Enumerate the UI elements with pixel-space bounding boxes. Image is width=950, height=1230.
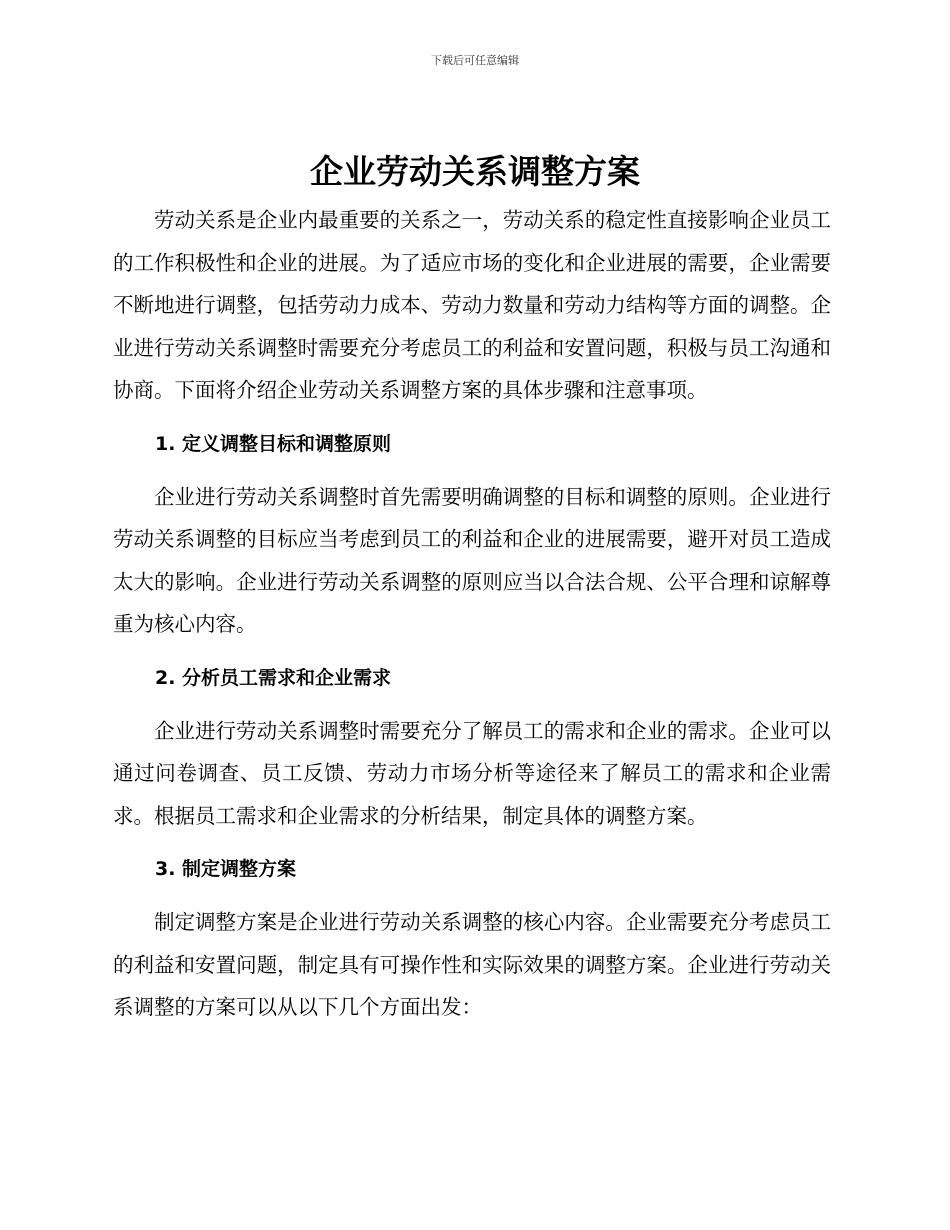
section-heading-2: 2. 分析员工需求和企业需求 <box>155 666 392 689</box>
section-body-2: 企业进行劳动关系调整时需要充分了解员工的需求和企业的需求。企业可以通过问卷调查、员工反馈、劳动力市场分析等途径来了解员工的需求和企业需求。根据员工需求和企业需求的分析结果，制定具体的调整方案。 <box>113 718 831 828</box>
section-heading-1: 1. 定义调整目标和调整原则 <box>155 432 392 455</box>
intro-paragraph: 劳动关系是企业内最重要的关系之一，劳动关系的稳定性直接影响企业员工的工作积极性和企业的进展。为了适应市场的变化和企业进展的需要，企业需要不断地进行调整，包括劳动力成本、劳动力数量和劳动力结构等方面的调整。企业进行劳动关系调整时需要充分考虑员工的利益和安置问题，积极与员工沟通和协商。下面将介绍企业劳动关系调整方案的具体步骤和注意事项。 <box>113 208 831 402</box>
document-title: 企业劳动关系调整方案 <box>310 152 640 191</box>
section-heading-3: 3. 制定调整方案 <box>155 858 297 880</box>
header-note: 下载后可任意编辑 <box>431 54 519 67</box>
document-body <box>113 199 831 1029</box>
section-body-3: 制定调整方案是企业进行劳动关系调整的核心内容。企业需要充分考虑员工的利益和安置问题，制定具有可操作性和实际效果的调整方案。企业进行劳动关系调整的方案可以从以下几个方面出发： <box>113 910 831 1019</box>
section-body-1: 企业进行劳动关系调整时首先需要明确调整的目标和调整的原则。企业进行劳动关系调整的目标应当考虑到员工的利益和企业的进展需要，避开对员工造成太大的影响。企业进行劳动关系调整的原则应当以合法合规、公平合理和谅解尊重为核心内容。 <box>113 484 831 636</box>
